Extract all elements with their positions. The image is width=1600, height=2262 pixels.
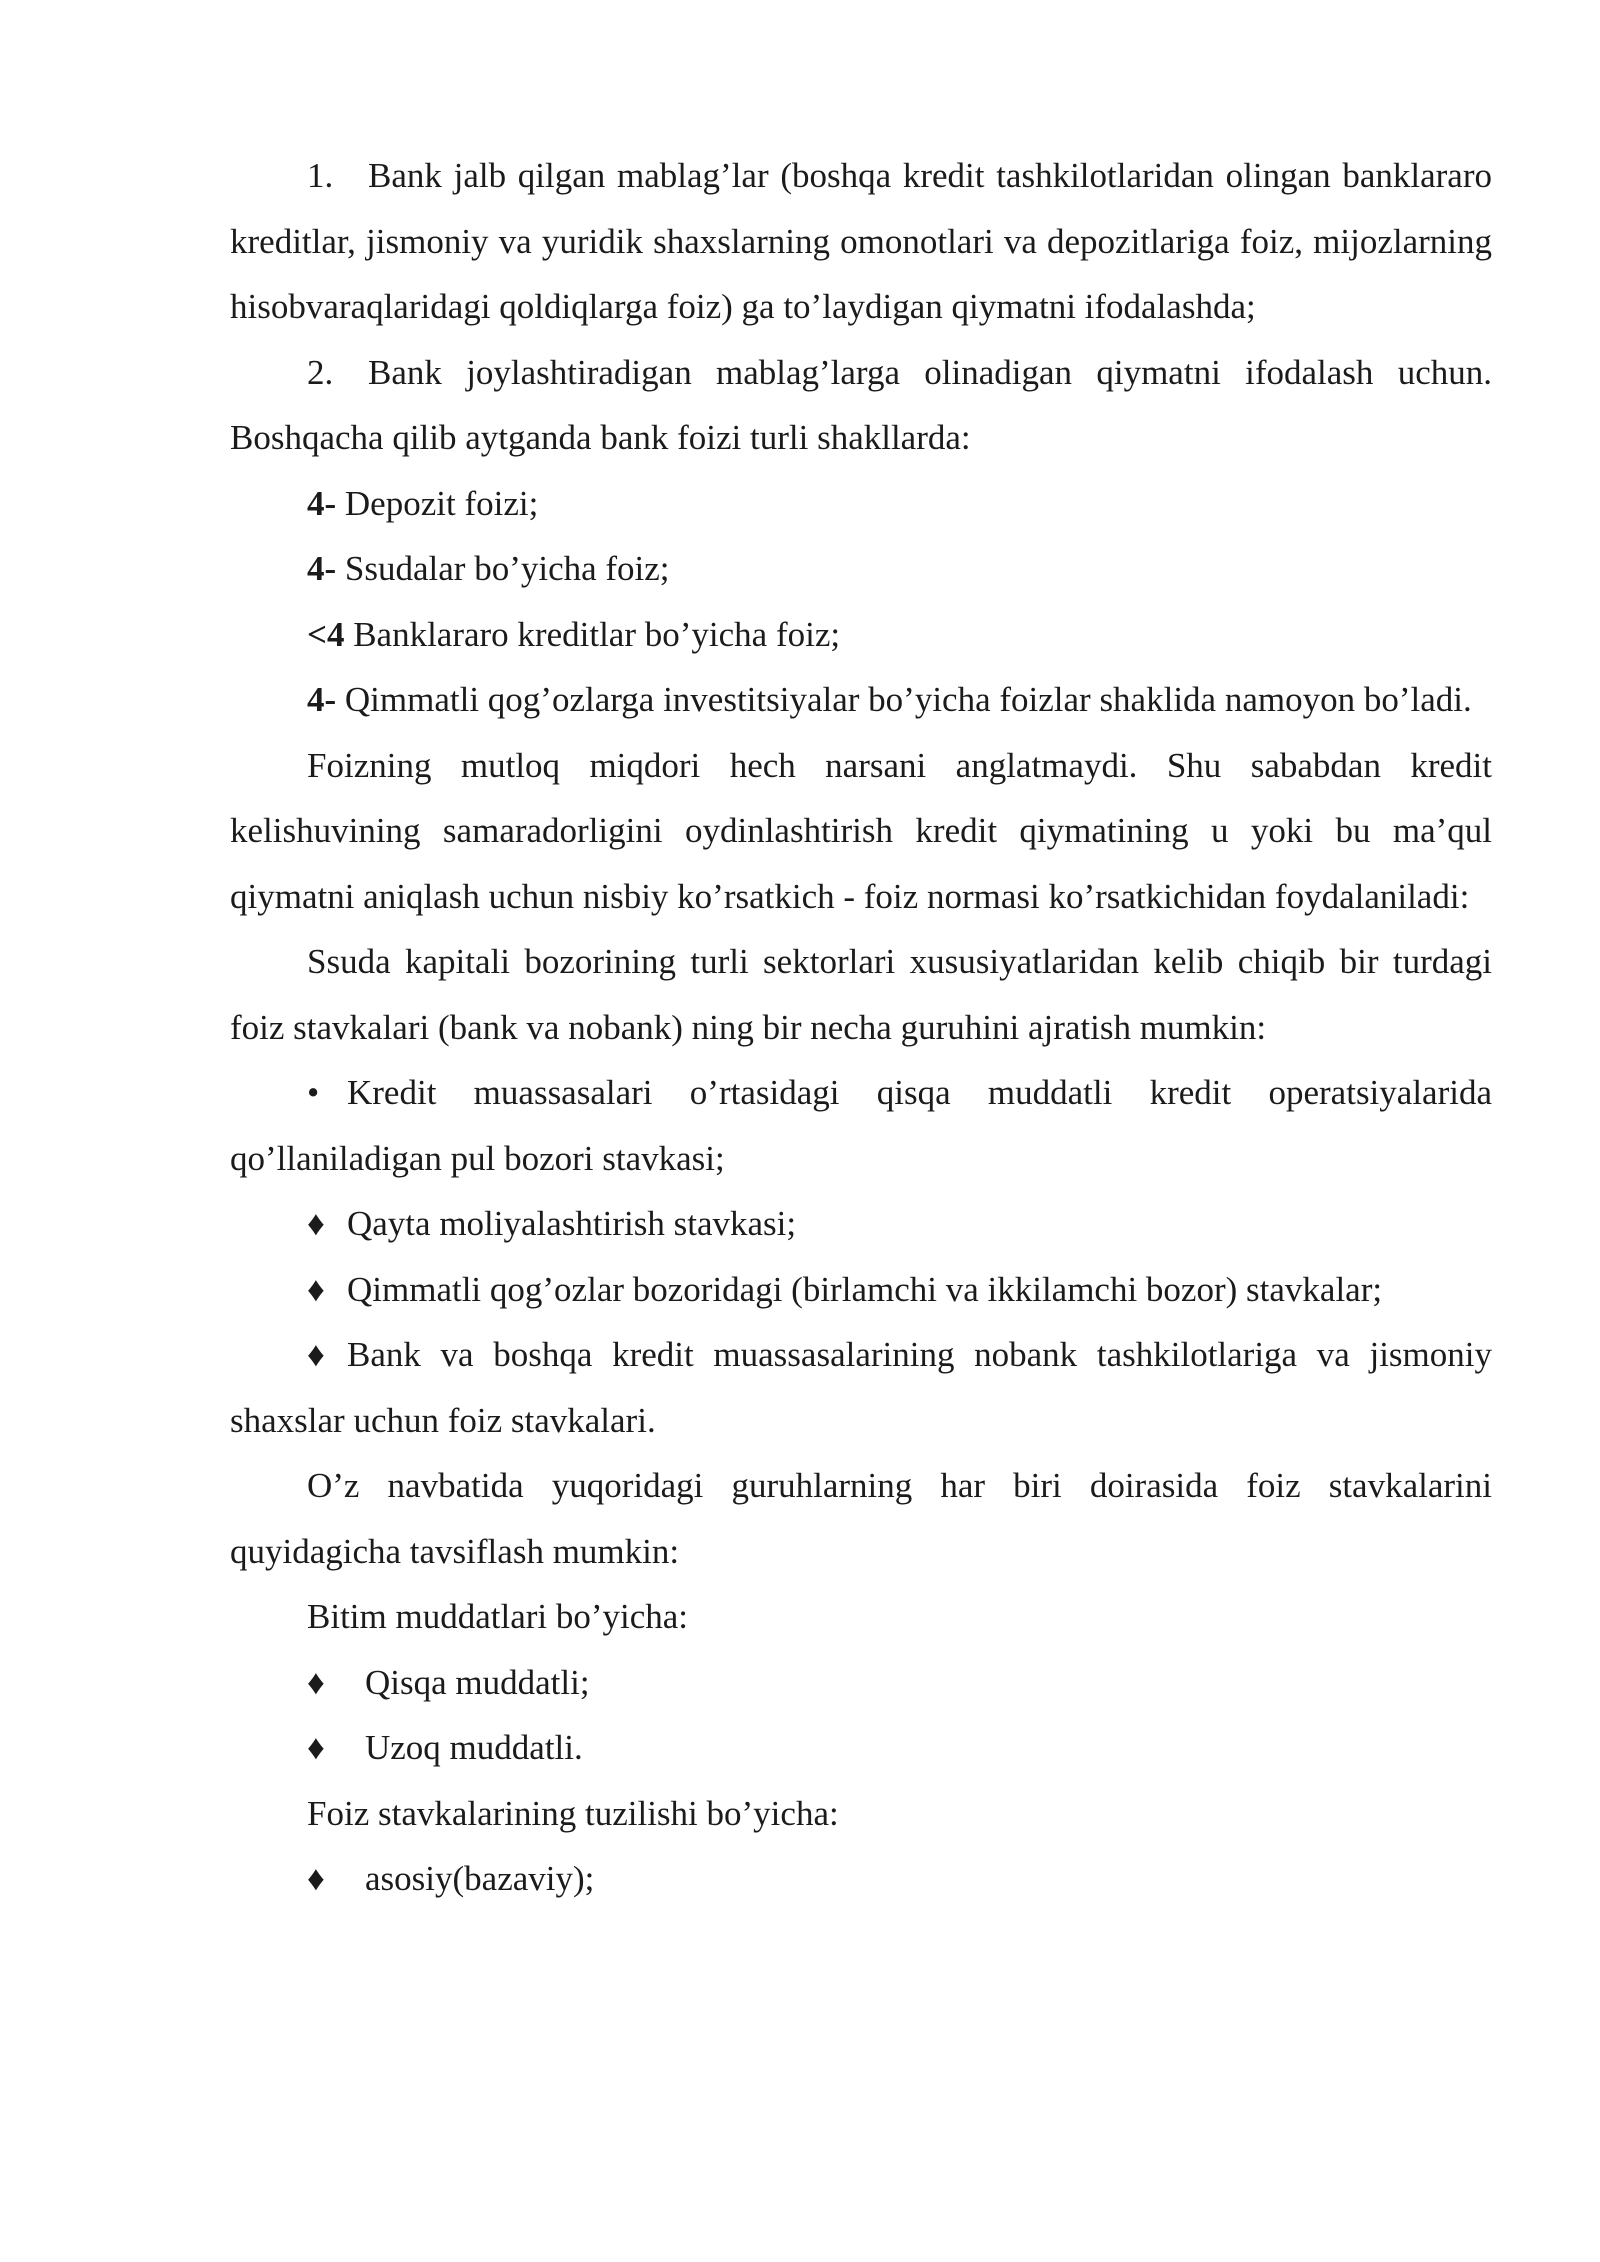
list-text: Qimmatli qog’ozlarga investitsiyalar bo’yicha foizlar shaklida namoyon bo’ladi. (336, 680, 1472, 719)
document-body (230, 143, 1492, 1912)
numbered-item-2 (230, 340, 1492, 471)
body-paragraph: O’z navbatida yuqoridagi guruhlarning har biri doirasida foiz stavkalarini quyidagicha tavsiflash mumkin: (230, 1466, 1492, 1571)
diamond-bullet-icon: ♦ (307, 1859, 325, 1898)
item-number: 1. (307, 156, 334, 195)
list-marker: 4- (307, 549, 337, 588)
bullet-icon: • (307, 1073, 320, 1112)
bullet-item (230, 1060, 1492, 1191)
item-number: 2. (307, 352, 334, 392)
bullet-text: Qayta moliyalashtirish stavkasi; (347, 1204, 797, 1243)
body-paragraph: Ssuda kapitali bozorining turli sektorlari xususiyatlaridan kelib chiqib bir turdagi foiz stavkalari (bank va nobank) ning bir necha guruhini ajratish mumkin: (230, 942, 1492, 1047)
list-marker: 4- (307, 680, 337, 719)
diamond-bullet-icon: ♦ (307, 1335, 325, 1374)
body-paragraph: Bitim muddatlari bo’yicha: (307, 1597, 689, 1636)
list-item-securities (230, 667, 1492, 733)
list-item-deposit (230, 471, 1492, 537)
diamond-bullet-icon: ♦ (307, 1204, 325, 1243)
bullet-item (230, 1650, 1492, 1716)
list-text: Depozit foizi; (336, 483, 539, 523)
bullet-text: asosiy(bazaviy); (365, 1859, 595, 1898)
item-text: Bank jalb qilgan mablag’lar (boshqa kredit tashkilotlaridan olingan banklararo kreditlar, jismoniy va yuridik shaxslarning omonotlari va depozitlariga foiz, mijozlarning hisobvaraqlaridagi qoldiqlarga foiz) ga to’laydigan qiymatni ifodalashda; (230, 156, 1492, 326)
list-text: Ssudalar bo’yicha foiz; (336, 549, 670, 588)
bullet-text: Uzoq muddatli. (365, 1728, 583, 1767)
bullet-item (230, 1322, 1492, 1453)
list-item-loans (230, 536, 1492, 602)
numbered-item-1 (230, 143, 1492, 340)
bullet-text: Qisqa muddatli; (365, 1662, 590, 1702)
list-text: Banklararo kreditlar bo’yicha foiz; (344, 614, 841, 654)
bullet-item (230, 1257, 1492, 1323)
list-marker: 4- (307, 483, 337, 523)
bullet-text: Qimmatli qog’ozlar bozoridagi (birlamchi va ikkilamchi bozor) stavkalar; (347, 1269, 1383, 1309)
list-item-interbank (230, 602, 1492, 668)
body-paragraph: Foiz stavkalarining tuzilishi bo’yicha: (307, 1793, 839, 1833)
body-paragraph: Foizning mutloq miqdori hech narsani anglatmaydi. Shu sababdan kredit kelishuvining samaradorligini oydinlashtirish kredit qiymatining u yoki bu ma’qul qiymatni aniqlash uchun nisbiy ko’rsatkich - foiz normasi ko’rsatkichidan foydalaniladi: (230, 745, 1492, 916)
list-marker: <4 (307, 614, 345, 654)
diamond-bullet-icon: ♦ (307, 1662, 325, 1702)
bullet-item (230, 1715, 1492, 1781)
bullet-item (230, 1191, 1492, 1257)
bullet-item (230, 1846, 1492, 1912)
bullet-text: Bank va boshqa kredit muassasalarining nobank tashkilotlariga va jismoniy shaxslar uchun foiz stavkalari. (230, 1335, 1492, 1440)
item-text: Bank joylashtiradigan mablag’larga olinadigan qiymatni ifodalash uchun. Boshqacha qilib aytganda bank foizi turli shakllarda: (230, 352, 1492, 457)
bullet-text: Kredit muassasalari o’rtasidagi qisqa muddatli kredit operatsiyalarida qo’llaniladigan pul bozori stavkasi; (230, 1073, 1492, 1178)
diamond-bullet-icon: ♦ (307, 1728, 325, 1767)
diamond-bullet-icon: ♦ (307, 1269, 325, 1309)
